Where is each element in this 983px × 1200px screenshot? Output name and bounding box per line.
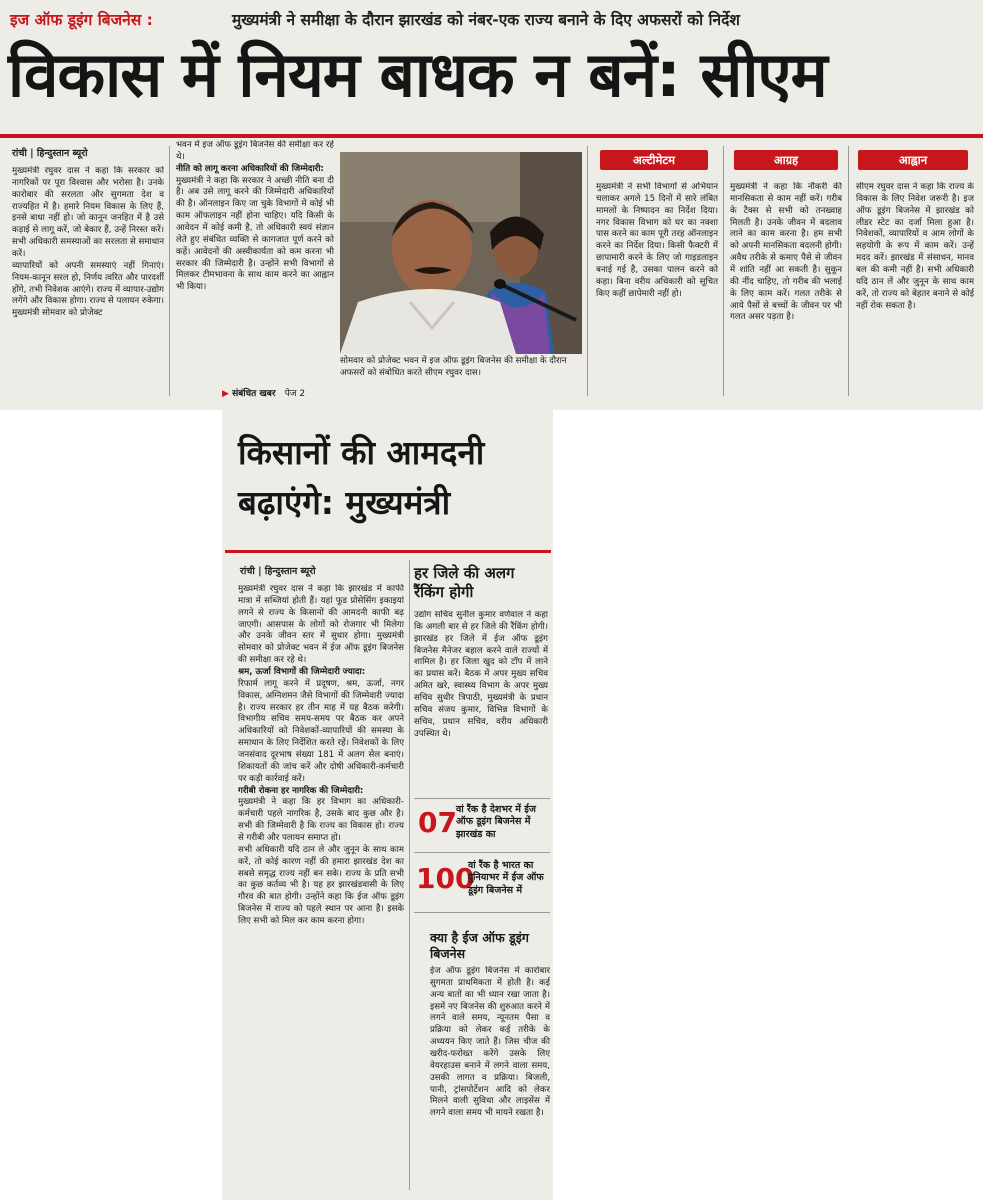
- main-headline: विकास में नियम बाधक न बनें: सीएम: [8, 38, 827, 111]
- kicker-subtitle: मुख्यमंत्री ने समीक्षा के दौरान झारखंड को नंबर-एक राज्य बनाने के दिए अफसरों को निर्देश: [232, 11, 740, 29]
- aahvan-column: सीएम रघुवर दास ने कहा कि राज्य के विकास के लिए निवेश जरूरी है। इज ऑफ डूइंग बिजनेस में झारखंड को लीडर स्टेट का दर्जा मिला हुआ है। निवेशकों, व्यापारियों व आम लोगों के सहयोगी के रूप में काम करें। उन्हें मदद करें। झारखंड में संसाधन, मानव बल की कमी नहीं है। सभी अधिकारी यदि ठान लें और जुनून के साथ काम करें, तो राज्य को बेहतर बनाने से कोई नहीं रोक सकता है।: [856, 182, 974, 311]
- stat-rank-number: 07: [418, 806, 457, 839]
- tag-aahvan: आह्वान: [858, 150, 968, 170]
- column-2-lead: भवन में इज ऑफ डूइंग बिजनेस की समीक्षा कर रहे थे।: [176, 140, 334, 162]
- column-divider: [723, 146, 724, 396]
- secondary-headline: किसानों की आमदनी बढ़ाएंगे: मुख्यमंत्री: [238, 433, 485, 523]
- column-2-subhead: नीति को लागू करना अधिकारियों की जिम्मेदारी:: [176, 163, 324, 174]
- photo-caption: सोमवार को प्रोजेक्ट भवन में इज ऑफ डूइंग बिजनेस की समीक्षा के दौरान अफसरों को संबोधित करते सीएम रघुवर दास।: [340, 356, 567, 378]
- tag-aagrah: आग्रह: [734, 150, 838, 170]
- stat-rank-text: वां रैंक है देशभर में ईज ऑफ डूइंग बिजनेस में झारखंड का: [456, 804, 536, 840]
- column-divider: [169, 146, 170, 396]
- divider: [414, 912, 550, 913]
- article-column-1: मुख्यमंत्री रघुवर दास ने कहा कि सरकार को नागरिकों पर पूरा विश्वास और भरोसा है। उनके कारोबार की सरलता और सुगमता देश व राज्यहित में है। हमारे नियम विकास के लिए हैं, इनसे बाधा नहीं हो। जो कानून जनहित में है उसे कड़ाई से लागू करें, जो बेकार हैं, उन्हें निरस्त करें। सभी अधिकारी समस्याओं का सरलता से समाधान करें। व्यापारियों को अपनी समस्याएं नहीं गिनाएं। नियम-कानून सरल हो, निर्णय त्वरित और पारदर्शी होंगे, तभी निवेशक आएंगे। राज्य में व्यापार-उद्योग लगेंगे और विकास होगा। राज्य से पलायन रुकेगा। मुख्यमंत्री सोमवार को प्रोजेक्ट: [12, 166, 164, 319]
- triangle-right-icon: ▶: [222, 389, 229, 399]
- what-is-body: ईज ऑफ डूइंग बिजनेस में कारोबार सुगमता प्राथमिकता में होती है। कई अन्य बातों का भी ध्यान रखा जाता है। इसमें नए बिजनेस की शुरुआत करने में लगने वाले समय, न्यूनतम पैसा व प्रक्रिया को लेकर कई तरीके के अध्ययन किए जाते हैं। जिस चीज की खरीद-फरोख्त करेंगे उसके लिए वेयरहाउस बनाने में लगने वाला समय, उसकी लागत व प्रक्रिया। बिजली, पानी, ट्रांसपोर्टेशन आदि को लेकर मिलने वाली सुविधा और लाइसेंस में लगने वाला समय भी मायने रखता है।: [430, 966, 550, 1119]
- sidebar-headline: हर जिले की अलग रैंकिंग होगी: [414, 564, 515, 601]
- stat-rank-text: वां रैंक है भारत का दुनियाभर में ईज ऑफ डूइंग बिजनेस में: [468, 860, 544, 896]
- related-news[interactable]: [222, 386, 305, 399]
- secondary-article-body: [238, 584, 404, 1196]
- tag-ultimatum: अल्टीमेटम: [600, 150, 708, 170]
- related-news-label: संबंधित खबर: [232, 389, 276, 399]
- headline-rule: [0, 134, 983, 138]
- column-divider: [587, 146, 588, 396]
- subhead-poverty: गरीबी रोकना हर नागरिक की जिम्मेदारी:: [238, 785, 364, 796]
- body-paragraph-2: रिफार्म लागू करने में प्रदूषण, श्रम, ऊर्जा, नगर विकास, अग्निशमन जैसे विभागों की जिम्मेवारी ज्यादा है। राज्य सरकार हर तीन माह में यह बैठक करेगी। विभागीय सचिव समय-समय पर बैठक कर अपने अधिकारियों को निवेशकों-व्यापारियों की समस्या के समाधान के लिए निर्देशित करते रहें। निवेशकों के लिए जनसंवाद दूरभाष संख्या 181 में अलग सेल बनाएं। शिकायतों की जांच करें और दोषी अधिकारी-कर्मचारी पर कड़ी कार्रवाई करें।: [238, 678, 404, 784]
- sidebar-body: उद्योग सचिव सुनील कुमार वर्णवाल ने कहा कि अगली बार से हर जिले की रैंकिंग होगी। झारखंड हर जिले में ईज ऑफ डूइंग बिजनेस मैनेजर बहाल करने वाले राज्यों में शामिल है। हर जिला खुद को टॉप में लाने का प्रयास करें। बैठक में अपर मुख्य सचिव अमित खरे, स्वास्थ्य विभाग के अपर मुख्य सचिव सुधीर त्रिपाठी, मुख्यमंत्री के प्रधान सचिव संजय कुमार, विभिन्न विभागों के सचिव, प्रधान सचिव, वरीय अधिकारी उपस्थित थे।: [414, 610, 548, 739]
- subhead-labour-energy: श्रम, ऊर्जा विभागों की जिम्मेदारी ज्यादा:: [238, 667, 366, 678]
- stat-rank-number: 100: [416, 862, 475, 895]
- news-photo: [340, 152, 582, 354]
- column-divider: [848, 146, 849, 396]
- column-divider: [409, 560, 410, 1190]
- related-news-page: पेज 2: [284, 389, 306, 399]
- photo-illustration: [340, 152, 582, 354]
- body-paragraph-3: मुख्यमंत्री ने कहा कि हर विभाग का अधिकारी-कर्मचारी पहले नागरिक है, उसके बाद कुछ और है। सभी की जिम्मेवारी है कि राज्य का विकास हो। राज्य से गरीबी और पलायन समाप्त हो। सभी अधिकारी यदि ठान ले और जुनून के साथ काम करें, तो कोई कारण नहीं की हमारा झारखंड देश का सबसे समृद्ध राज्य नहीं बन सके। राज्य के प्रति सभी का कुछ कर्तव्य भी है। यह हर झारखंडवासी के लिए गौरव की बात होगी। उन्होंने कहा कि ईज ऑफ डूइंग बिजनेस में राज्य को पहले स्थान पर आना है। इसके लिए सभी को मिल कर काम करना होगा।: [238, 797, 404, 927]
- divider: [414, 798, 550, 799]
- article-column-2: [176, 140, 334, 388]
- headline-rule: [225, 550, 551, 553]
- dateline: रांची | हिन्दुस्तान ब्यूरो: [240, 566, 316, 577]
- column-2-body: मुख्यमंत्री ने कहा कि सरकार ने अच्छी नीति बना दी है। अब उसे लागू करने की जिम्मेदारी अधिकारियों की है। ऑनलाइन किए जा चुके विभागों में कोई भी काम ऑफलाइन नहीं होना चाहिए। यदि किसी के आवेदन में कोई कमी है, तो अधिकारी स्वयं संज्ञान लेते हुए संबंधित व्यक्ति से कागजात पूर्ण करने को कहें। आवेदनों की अस्वीकार्यता को कम करना भी सरकार की जिम्मेदारी है। उन्होंने सभी विभागों से मिलकर टीमभावना के साथ काम करने का आह्वान भी किया।: [176, 175, 334, 293]
- body-paragraph-1: मुख्यमंत्री रघुवर दास ने कहा कि झारखंड में काफी मात्रा में सब्जियां होती हैं। यहां फूड प्रोसेसिंग इकाइयां लगने से राज्य के किसानों की आमदनी काफी बढ़ जाएगी। आसपास के लोगों को रोजगार भी मिलेगा और उनके जीवन स्तर में सुधार होगा। मुख्यमंत्री सोमवार को प्रोजेक्ट भवन में ईज ऑफ डूइंग बिजनेस की समीक्षा कर रहे थे।: [238, 584, 404, 666]
- kicker-label: इज ऑफ डूइंग बिजनेस :: [10, 11, 153, 29]
- aagrah-column: मुख्यमंत्री ने कहा कि नौकरी की मानसिकता से काम नहीं करें। गरीब के टैक्स से सभी को तनख्वाह मिलती है। उनके जीवन में बदलाव लाने का काम करना है। हम सभी को अपनी मानसिकता बदलनी होगी। अवैध तरीके से कमाए पैसे से जीवन में शांति नहीं आ सकती है। सुकून की नींद चाहिए, तो गरीब की भलाई के लिए काम करें। गलत तरीके से आये पैसों से बच्चों के जीवन पर भी गलत असर पड़ता है।: [730, 182, 842, 323]
- what-is-headline: क्या है ईज ऑफ डूइंग बिजनेस: [430, 930, 529, 961]
- ultimatum-column: मुख्यमंत्री ने सभी विभागों से अभियान चलाकर अगले 15 दिनों में सारे लंबित मामलों के निष्पादन का निर्देश दिया। नगर विकास विभाग को घर का नक्शा पास करने का काम पूरी तरह ऑनलाइन करने का निर्देश दिया। किसी फैक्टरी में छापामारी करने के लिए जो गाइडलाइन बनाई गई है, उसका पालन करने को कहा। बिना वरीय अधिकारी को सूचित किए कहीं छापेमारी नहीं हो।: [596, 182, 718, 299]
- dateline: रांची | हिन्दुस्तान ब्यूरो: [12, 148, 88, 159]
- divider: [414, 852, 550, 853]
